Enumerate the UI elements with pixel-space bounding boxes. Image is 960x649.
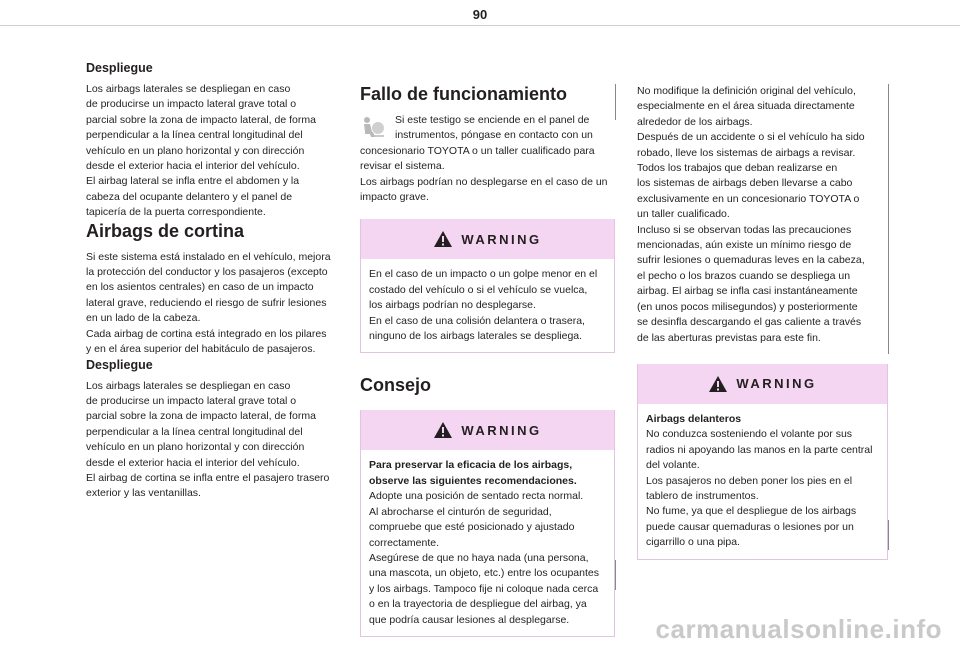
warning-label: WARNING: [736, 376, 817, 392]
warning-bold-3: Airbags delanteros: [646, 412, 742, 425]
warning-label: WARNING: [461, 231, 542, 247]
warning-box-3: [637, 364, 888, 560]
heading-despliegue: Despliegue: [86, 61, 153, 75]
warning-text-2: Adopte una posición de sentado recta normal. Al abrocharse el cinturón de seguridad, compruebe que esté posicionado y ajustado correctamente. Asegúrese de que no haya nada (una persona, una mascota, un objeto, etc.) entre los ocupantes y los airbags. Tampoco fije ni coloque nada cerca o en la trayectoria de despliegue del airbag, ya que podría causar lesiones al desplegarse.: [369, 490, 599, 626]
warning-text-1: En el caso de un impacto o un golpe menor en el costado del vehículo o si el vehículo se vuelca, los airbags podrían no desplegarse. En el caso de una colisión delantera o trasera, ninguno de los airbags laterales se despliega.: [369, 268, 598, 343]
paragraph-fallo-rest: concesionario TOYOTA o un taller cualificado para revisar el sistema. Los airbags podrían no desplegarse en el caso de un impacto grave.: [360, 144, 608, 204]
paragraph-despliegue-cortina: Los airbags laterales se despliegan en caso de producirse un impacto lateral grave total o parcial sobre la zona de impacto lateral, de forma perpendicular a la línea central longitudinal del vehículo en un plano horizontal y con dirección desde el exterior hacia el interior del vehículo. El airbag de cortina se infla entre el pasajero trasero exterior y las ventanillas.: [86, 379, 330, 500]
warning-box-2: [360, 410, 615, 636]
paragraph-airbags-cortina: Si este sistema está instalado en el vehículo, mejora la protección del conductor y los pasajeros (excepto en los asientos centrales) en caso de un impacto lateral grave, reduciendo el riesgo de sufrir lesiones en un lado de la cabeza. Cada airbag de cortina está integrado en los pilares y en el área superior del habitáculo de pasajeros.: [86, 250, 331, 356]
warning-triangle-icon: [433, 421, 453, 439]
column-3: [637, 84, 888, 560]
warning-header-3: [638, 364, 887, 404]
heading-airbags-cortina: Airbags de cortina: [86, 220, 245, 241]
heading-despliegue-cortina: Despliegue: [86, 357, 153, 372]
column-2: [360, 84, 615, 637]
warning-box-1: [360, 219, 615, 353]
airbag-warning-light-icon: [360, 116, 386, 138]
paragraph-fallo-indent: Si este testigo se enciende en el panel de instrumentos, póngase en contacto con un: [395, 114, 593, 142]
paragraph-precauciones: No modifique la definición original del vehículo, especialmente en el área situada directamente alrededor de los airbags. Después de un accidente o si el vehículo ha sido robado, lleve los sistemas de airbags a revisar. Todos los trabajos que deban realizarse en los sistemas de airbags deben llevarse a cabo exclusivamente en un concesionario TOYOTA o un taller cualificado. Incluso si se observan todas las precauciones mencionadas, aún existe un mínimo riesgo de sufrir lesiones o quemaduras leves en la cabeza, el pecho o los brazos cuando se despliega un airbag. El airbag se infla casi instantáneamente (en unos pocos milisegundos) y posteriormente se desinfla descargando el gas caliente a través de las aberturas previstas para este fin.: [637, 85, 865, 344]
column-rule: [615, 84, 616, 120]
column-rule: [615, 560, 616, 590]
warning-body-2: [361, 450, 614, 635]
heading-consejo: Consejo: [360, 375, 432, 396]
warning-body-3: [638, 404, 887, 559]
malfunction-notice: [360, 113, 615, 144]
watermark: carmanualsonline.info: [655, 614, 942, 644]
column-rule: [888, 84, 889, 354]
warning-bold-2: Para preservar la eficacia de los airbags, observe las siguientes recomendaciones.: [369, 459, 577, 487]
warning-header-1: [361, 219, 614, 259]
page-number: 90: [472, 7, 488, 22]
paragraph-despliegue-laterales: Los airbags laterales se despliegan en caso de producirse un impacto lateral grave total o parcial sobre la zona de impacto lateral, de forma perpendicular a la línea central longitudinal del vehículo en un plano horizontal y con dirección desde el exterior hacia el interior del vehículo. El airbag lateral se infla entre el abdomen y la cabeza del ocupante delantero y el panel de tapicería de la puerta correspondiente.: [86, 83, 316, 219]
column-rule: [888, 520, 889, 550]
warning-header-2: [361, 410, 614, 450]
warning-triangle-icon: [708, 375, 728, 393]
warning-text-3: No conduzca sosteniendo el volante por sus radios ni apoyando las manos en la parte central del volante. Los pasajeros no deben poner los pies en el tablero de instrumentos. No fume, ya que el despliegue de los airbags puede causar quemaduras o lesiones por un cigarrillo o una pipa.: [646, 428, 873, 549]
warning-body-1: [361, 259, 614, 352]
column-1: [86, 58, 346, 502]
warning-triangle-icon: [433, 230, 453, 248]
heading-fallo-funcionamiento: Fallo de funcionamiento: [360, 84, 568, 104]
warning-label: WARNING: [461, 422, 542, 438]
header-divider: [0, 25, 960, 26]
